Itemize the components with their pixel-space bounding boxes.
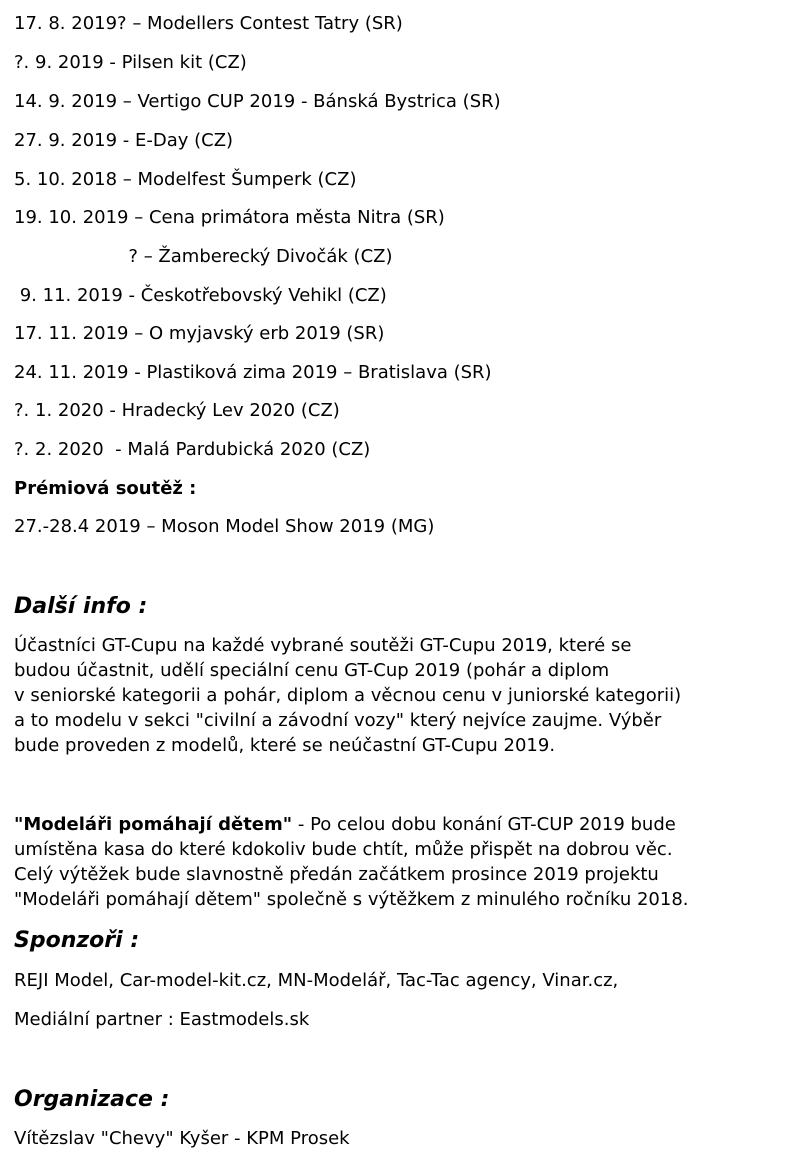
organization-heading: Organizace : bbox=[14, 1087, 170, 1112]
event-line: 5. 10. 2018 – Modelfest Šumperk (CZ) bbox=[14, 169, 357, 190]
media-partner: Mediální partner : Eastmodels.sk bbox=[14, 1009, 310, 1030]
info-line: bude proveden z modelů, které se neúčastní GT-Cupu 2019. bbox=[14, 735, 556, 756]
event-line: 17. 8. 2019? – Modellers Contest Tatry (SR) bbox=[14, 13, 403, 34]
info-line: budou účastnit, udělí speciální cenu GT-Cup 2019 (pohár a diplom bbox=[14, 660, 610, 681]
info-line: a to modelu v sekci "civilní a závodní vozy" který nejvíce zaujme. Výběr bbox=[14, 710, 662, 731]
event-line: 27. 9. 2019 - E-Day (CZ) bbox=[14, 130, 234, 151]
premium-event: 27.-28.4 2019 – Moson Model Show 2019 (MG) bbox=[14, 516, 435, 537]
event-line: ? – Žamberecký Divočák (CZ) bbox=[14, 246, 393, 267]
charity-paragraph bbox=[14, 812, 794, 912]
charity-line: Celý výtěžek bude slavnostně předán začátkem prosince 2019 projektu bbox=[14, 864, 659, 885]
info-line: v seniorské kategorii a pohár, diplom a věcnou cenu v juniorské kategorii) bbox=[14, 685, 682, 706]
charity-line-rest: - Po celou dobu konání GT-CUP 2019 bude bbox=[292, 814, 676, 835]
event-line: 17. 11. 2019 – O myjavský erb 2019 (SR) bbox=[14, 323, 385, 344]
charity-title: "Modeláři pomáhají dětem" bbox=[14, 814, 293, 835]
charity-line: "Modeláři pomáhají dětem" společně s výtěžkem z minulého ročníku 2018. bbox=[14, 889, 689, 910]
event-line: 14. 9. 2019 – Vertigo CUP 2019 - Bánská Bystrica (SR) bbox=[14, 91, 501, 112]
info-paragraph bbox=[14, 633, 794, 758]
event-line: 9. 11. 2019 - Českotřebovský Vehikl (CZ) bbox=[14, 285, 387, 306]
info-line: Účastníci GT-Cupu na každé vybrané soutěži GT-Cupu 2019, které se bbox=[14, 635, 632, 656]
event-line: ?. 2. 2020 - Malá Pardubická 2020 (CZ) bbox=[14, 439, 371, 460]
event-line: ?. 9. 2019 - Pilsen kit (CZ) bbox=[14, 52, 247, 73]
sponsors-list: REJI Model, Car-model-kit.cz, MN-Modelář, Tac-Tac agency, Vinar.cz, bbox=[14, 970, 619, 991]
info-heading: Další info : bbox=[14, 594, 148, 619]
event-line: 24. 11. 2019 - Plastiková zima 2019 – Bratislava (SR) bbox=[14, 362, 492, 383]
sponsors-heading: Sponzoři : bbox=[14, 928, 140, 953]
premium-label: Prémiová soutěž : bbox=[14, 478, 197, 499]
charity-line bbox=[14, 812, 794, 837]
charity-line: umístěna kasa do které kdokoliv bude chtít, může přispět na dobrou věc. bbox=[14, 839, 673, 860]
organizer-name: Vítězslav "Chevy" Kyšer - KPM Prosek bbox=[14, 1128, 350, 1149]
event-line: ?. 1. 2020 - Hradecký Lev 2020 (CZ) bbox=[14, 400, 340, 421]
event-line: 19. 10. 2019 – Cena primátora města Nitra (SR) bbox=[14, 207, 445, 228]
